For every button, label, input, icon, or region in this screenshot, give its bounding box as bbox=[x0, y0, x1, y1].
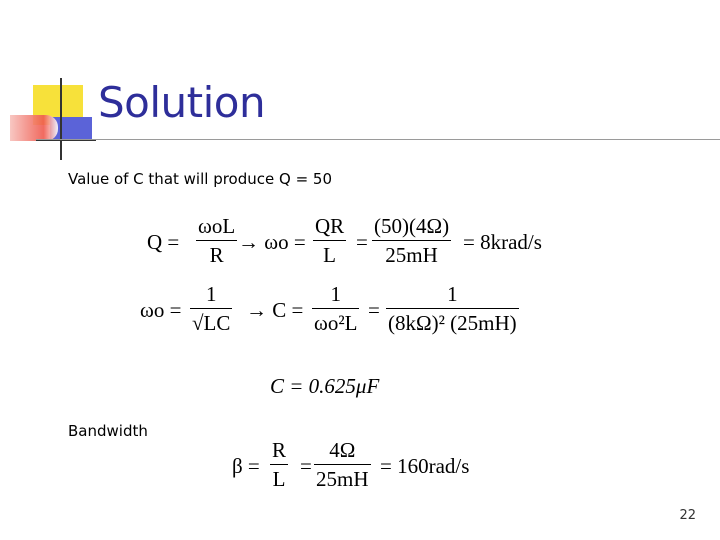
eq2-lhs: ωo = bbox=[140, 298, 182, 322]
eq2-fraction-3 bbox=[386, 282, 519, 336]
deco-vertical-line bbox=[60, 78, 62, 160]
eq1-lhs: Q = bbox=[147, 230, 180, 254]
eq1-equals: = bbox=[356, 230, 368, 254]
slide-title: Solution bbox=[98, 78, 266, 127]
eq2-equals: = bbox=[368, 298, 380, 322]
q-value-text: Value of C that will produce Q = 50 bbox=[68, 170, 333, 188]
eq2-f1-num: 1 bbox=[205, 282, 217, 306]
deco-red-block bbox=[10, 115, 58, 141]
eq2-fraction-1 bbox=[190, 282, 232, 336]
eq4-lhs: β = bbox=[232, 454, 260, 478]
eq4-f2-num: 4Ω bbox=[329, 438, 356, 462]
page-number: 22 bbox=[679, 508, 696, 523]
eq4-fraction-1 bbox=[270, 438, 288, 492]
eq4-fraction-2 bbox=[314, 438, 371, 492]
title-rule bbox=[36, 139, 720, 140]
bandwidth-label: Bandwidth bbox=[68, 422, 148, 440]
eq2-arrow: → C = bbox=[246, 298, 304, 322]
eq1-f1-num: ωoL bbox=[198, 214, 236, 238]
eq1-result: = 8krad/s bbox=[463, 230, 542, 254]
eq1-f2-den: L bbox=[323, 243, 336, 267]
eq1-f1-den: R bbox=[209, 243, 224, 267]
eq1-arrow: → ωo = bbox=[238, 230, 306, 254]
equation-3: C = 0.625μF bbox=[270, 374, 380, 398]
eq1-fraction-2 bbox=[313, 214, 346, 268]
eq1-f2-num: QR bbox=[315, 214, 345, 238]
eq2-f1-den: √LC bbox=[192, 311, 231, 335]
eq2-f2-den: ωo²L bbox=[314, 311, 358, 335]
eq1-fraction-3 bbox=[372, 214, 451, 268]
eq2-fraction-2 bbox=[312, 282, 359, 336]
eq4-f1-num: R bbox=[272, 438, 287, 462]
eq4-equals: = bbox=[300, 454, 312, 478]
eq1-f3-num: (50)(4Ω) bbox=[374, 214, 450, 238]
eq2-f3-den: (8kΩ)² (25mH) bbox=[388, 311, 517, 335]
eq2-f2-num: 1 bbox=[330, 282, 341, 306]
eq4-f2-den: 25mH bbox=[316, 467, 369, 491]
eq4-result: = 160rad/s bbox=[380, 454, 470, 478]
eq1-f3-den: 25mH bbox=[385, 243, 438, 267]
eq1-fraction-1 bbox=[196, 214, 237, 268]
eq4-f1-den: L bbox=[272, 467, 286, 491]
eq2-f3-num: 1 bbox=[447, 282, 458, 306]
